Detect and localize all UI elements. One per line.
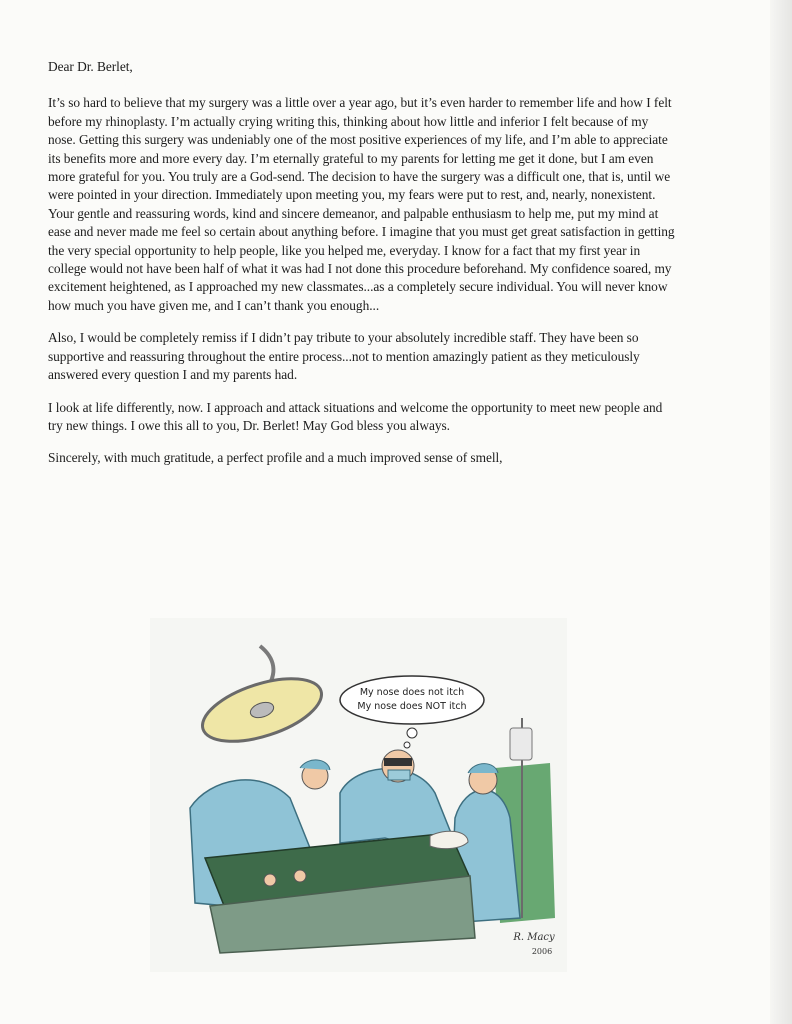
thought-text-line-2: My nose does NOT itch [357, 701, 467, 712]
artist-year: 2006 [531, 947, 553, 956]
thought-text-line-1: My nose does not itch [359, 687, 465, 698]
surgery-cartoon-drawing [150, 618, 567, 972]
letter-paragraph-3: I look at life differently, now. I approach and attack situations and welcome the opportunity to meet new people and try new things. I owe this all to you, Dr. Berlet! May God bless you always. [48, 399, 663, 433]
letter-paragraph-2: Also, I would be completely remiss if I didn’t pay tribute to your absolutely incredible staff. They have been so supportive and reassuring throughout the entire process...not to mention amazingly patient as they meticulously answered every question I and my parents had. [48, 330, 640, 383]
letter-closing: Sincerely, with much gratitude, a perfect profile and a much improved sense of smell, [48, 450, 503, 466]
iv-bag [510, 728, 532, 760]
letter-salutation: Dear Dr. Berlet, [48, 59, 133, 74]
page-edge-shadow [770, 0, 792, 1024]
surgery-cartoon [150, 618, 567, 972]
artist-signature: R. Macy [513, 932, 555, 943]
letter-paragraph-1: It’s so hard to believe that my surgery was a little over a year ago, but it’s even harder to remember life and how I felt before my rhinoplasty. I’m actually crying writing this, thinking about how little and inferior I felt because of my nose. Getting this surgery was undeniably one of the most positive experiences of my life, and I’m able to appreciate its benefits more and more every day. I’m eternally grateful to my parents for letting me get it done, but I am even more grateful for you. You truly are a God-send. The decision to have the surgery was a difficult one, that is, until we were pointed in your direction. Immediately upon meeting you, my fears were put to rest, and, nearly, nonexistent. Your gentle and reassuring words, kind and sincere demeanor, and palpable enthusiasm to help me, put my mind at ease and never made me feel so certain about anything before. I imagine that you must get great satisfaction in getting the very special opportunity to help people, like you helped me, everyday. I know for a fact that my first year in college would not have been half of what it was had I not done this procedure beforehand. My confidence soared, my excitement heightened, as I approached my new classmates...as a completely secure individual. You will never know how much you have given me, and I can’t thank you enough... [48, 95, 675, 313]
letter-body [48, 58, 676, 482]
